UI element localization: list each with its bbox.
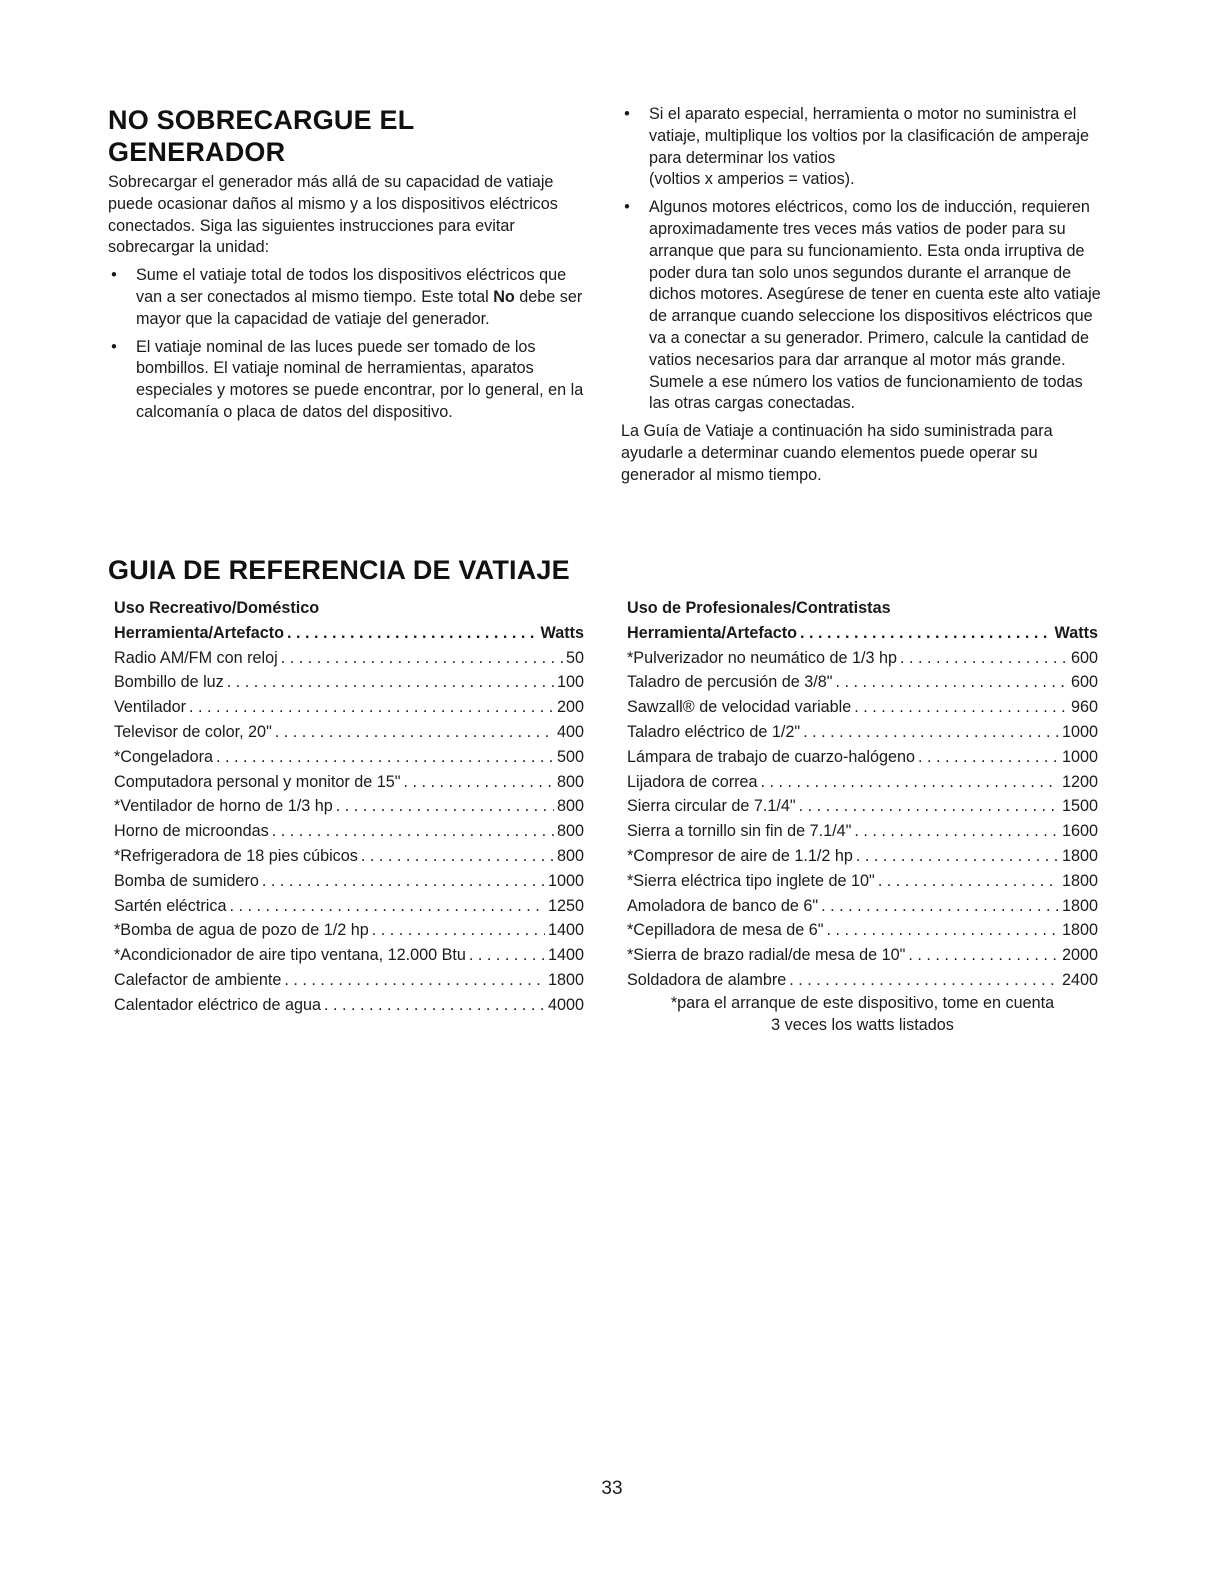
table-row bbox=[114, 844, 584, 869]
overload-closing: La Guía de Vatiaje a continuación ha sido suministrada para ayudarle a determinar cuando elementos puede operar su generador al mismo tiempo. bbox=[621, 422, 1053, 484]
table-category-title: Uso de Profesionales/Contratistas bbox=[627, 599, 891, 617]
overload-bullet-sum-wattage bbox=[108, 265, 590, 330]
watts-value: 2000 bbox=[1061, 946, 1098, 965]
watts-value: 4000 bbox=[547, 995, 584, 1014]
dot-leader bbox=[803, 720, 1059, 745]
appliance-name: *Sierra eléctrica tipo inglete de 10" bbox=[627, 871, 875, 890]
appliance-name: Radio AM/FM con reloj bbox=[114, 648, 278, 667]
watts-value: 1000 bbox=[1061, 747, 1098, 766]
table-header-value: Watts bbox=[540, 623, 584, 642]
appliance-name: Lámpara de trabajo de cuarzo-halógeno bbox=[627, 747, 915, 766]
dot-leader bbox=[336, 794, 554, 819]
overload-heading-line1: NO SOBRECARGUE EL bbox=[108, 105, 415, 135]
dot-leader bbox=[229, 894, 545, 919]
watts-value: 1800 bbox=[1061, 871, 1098, 890]
overload-heading-line2: GENERADOR bbox=[108, 137, 286, 167]
watts-value: 500 bbox=[556, 747, 584, 766]
watts-value: 1000 bbox=[547, 871, 584, 890]
watts-value: 800 bbox=[556, 822, 584, 841]
dot-leader bbox=[324, 993, 545, 1018]
watts-value: 50 bbox=[565, 648, 584, 667]
wattage-table-household bbox=[114, 596, 584, 1018]
dot-leader bbox=[227, 670, 554, 695]
watts-value: 960 bbox=[1070, 698, 1098, 717]
table-row bbox=[114, 745, 584, 770]
watts-value: 1800 bbox=[547, 970, 584, 989]
watts-value: 800 bbox=[556, 846, 584, 865]
table-row bbox=[114, 770, 584, 795]
table-row bbox=[627, 869, 1098, 894]
overload-bullet-list-right bbox=[621, 104, 1105, 415]
table-row bbox=[627, 794, 1098, 819]
table-row bbox=[627, 670, 1098, 695]
overload-intro: Sobrecargar el generador más allá de su capacidad de vatiaje puede ocasionar daños al mismo y a los dispositivos eléctricos conectados. Siga las siguientes instrucciones para evitar sobrecargar la unidad: bbox=[108, 173, 558, 257]
dot-leader bbox=[789, 968, 1059, 993]
table-row bbox=[627, 943, 1098, 968]
reference-heading: GUIA DE REFERENCIA DE VATIAJE bbox=[108, 555, 570, 585]
overload-left-column bbox=[108, 104, 590, 430]
table-row bbox=[627, 646, 1098, 671]
table-row bbox=[627, 819, 1098, 844]
table-row bbox=[114, 646, 584, 671]
dot-leader bbox=[908, 943, 1059, 968]
dot-leader bbox=[189, 695, 554, 720]
footnote-line1: *para el arranque de este dispositivo, tome en cuenta bbox=[670, 993, 1055, 1012]
watts-value: 100 bbox=[556, 673, 584, 692]
dot-leader bbox=[836, 670, 1068, 695]
appliance-name: Computadora personal y monitor de 15" bbox=[114, 772, 401, 791]
appliance-name: *Pulverizador no neumático de 1/3 hp bbox=[627, 648, 897, 667]
table-header-value: Watts bbox=[1054, 623, 1098, 642]
bullet-text-tail: debe ser mayor que la capacidad de vatiaje del generador. bbox=[136, 287, 583, 328]
bullet-icon: • bbox=[111, 266, 117, 285]
dot-leader bbox=[372, 918, 545, 943]
dot-leader bbox=[275, 720, 554, 745]
overload-bullet-volts-amps bbox=[621, 104, 1105, 191]
dot-leader bbox=[281, 646, 563, 671]
table-row bbox=[114, 819, 584, 844]
appliance-name: Bomba de sumidero bbox=[114, 871, 259, 890]
table-row bbox=[114, 894, 584, 919]
watts-value: 1600 bbox=[1061, 822, 1098, 841]
dot-leader bbox=[800, 621, 1052, 646]
watts-value: 1800 bbox=[1061, 896, 1098, 915]
table-row bbox=[627, 844, 1098, 869]
appliance-name: Sierra a tornillo sin fin de 7.1/4" bbox=[627, 822, 852, 841]
dot-leader bbox=[760, 770, 1059, 795]
appliance-name: Taladro eléctrico de 1/2" bbox=[627, 722, 801, 741]
watts-value: 800 bbox=[556, 797, 584, 816]
watts-value: 1400 bbox=[547, 921, 584, 940]
watts-value: 600 bbox=[1070, 673, 1098, 692]
dot-leader bbox=[287, 621, 538, 646]
watts-value: 600 bbox=[1070, 648, 1098, 667]
table-header-name: Herramienta/Artefacto bbox=[627, 623, 798, 642]
overload-heading bbox=[108, 104, 590, 168]
dot-leader bbox=[404, 770, 554, 795]
table-row bbox=[627, 770, 1098, 795]
watts-value: 1800 bbox=[1061, 846, 1098, 865]
table-category-title: Uso Recreativo/Doméstico bbox=[114, 599, 320, 617]
bullet-text: El vatiaje nominal de las luces puede ser tomado de los bombillos. El vatiaje nominal de herramientas, aparatos especiales y motores se puede encontrar, por lo general, en la calcomanía o placa de datos del dispositivo. bbox=[136, 337, 584, 421]
table-row bbox=[627, 695, 1098, 720]
dot-leader bbox=[856, 844, 1059, 869]
appliance-name: Sierra circular de 7.1/4" bbox=[627, 797, 796, 816]
appliance-name: Ventilador bbox=[114, 698, 186, 717]
wattage-table-professional bbox=[627, 596, 1098, 1036]
watts-value: 1000 bbox=[1061, 722, 1098, 741]
table-header-row bbox=[627, 621, 1098, 646]
bullet-emphasis: No bbox=[493, 287, 515, 306]
appliance-name: *Congeladora bbox=[114, 747, 213, 766]
overload-bullet-list-left bbox=[108, 265, 590, 424]
dot-leader bbox=[900, 646, 1068, 671]
bullet-formula: (voltios x amperios = vatios). bbox=[649, 170, 855, 189]
dot-leader bbox=[361, 844, 554, 869]
overload-right-column bbox=[621, 104, 1105, 487]
dot-leader bbox=[216, 745, 554, 770]
appliance-name: Sartén eléctrica bbox=[114, 896, 227, 915]
watts-value: 200 bbox=[556, 698, 584, 717]
dot-leader bbox=[284, 968, 545, 993]
appliance-name: Calefactor de ambiente bbox=[114, 970, 282, 989]
table-row bbox=[627, 918, 1098, 943]
dot-leader bbox=[854, 819, 1059, 844]
bullet-text: Si el aparato especial, herramienta o motor no suministra el vatiaje, multiplique los voltios por la clasificación de amperaje para determinar los vatios bbox=[649, 105, 1089, 167]
page-number: 33 bbox=[601, 1478, 623, 1499]
table-header-name: Herramienta/Artefacto bbox=[114, 623, 285, 642]
bullet-icon: • bbox=[111, 337, 117, 356]
table-row bbox=[114, 695, 584, 720]
appliance-name: Televisor de color, 20" bbox=[114, 722, 272, 741]
watts-value: 400 bbox=[556, 722, 584, 741]
appliance-name: *Sierra de brazo radial/de mesa de 10" bbox=[627, 946, 906, 965]
appliance-name: Bombillo de luz bbox=[114, 673, 224, 692]
watts-value: 1400 bbox=[547, 946, 584, 965]
watts-value: 1250 bbox=[547, 896, 584, 915]
table-row bbox=[114, 869, 584, 894]
appliance-name: *Cepilladora de mesa de 6" bbox=[627, 921, 824, 940]
table-row bbox=[114, 943, 584, 968]
bullet-icon: • bbox=[624, 198, 630, 217]
watts-value: 1800 bbox=[1061, 921, 1098, 940]
appliance-name: Taladro de percusión de 3/8" bbox=[627, 673, 833, 692]
appliance-name: Sawzall® de velocidad variable bbox=[627, 698, 852, 717]
table-rows bbox=[627, 646, 1098, 993]
bullet-text: Algunos motores eléctricos, como los de inducción, requieren aproximadamente tres veces más vatios de poder para su arranque que para su funcionamiento. Esta onda irruptiva de poder dura tan solo unos segundos durante el arranque de dichos motores. Asegúrese de tener en cuenta este alto vatiaje de arranque cuando seleccione los dispositivos eléctricos que va a conectar a su generador. Primero, calcule la cantidad de vatios necesarios para dar arranque al motor más grande. Sumele a ese número los vatios de funcionamiento de todas las otras cargas conectadas. bbox=[649, 198, 1101, 413]
appliance-name: *Acondicionador de aire tipo ventana, 12.000 Btu bbox=[114, 946, 466, 965]
dot-leader bbox=[918, 745, 1059, 770]
dot-leader bbox=[854, 695, 1068, 720]
table-header-row bbox=[114, 621, 584, 646]
bullet-text: Sume el vatiaje total de todos los dispositivos eléctricos que van a ser conectados al mismo tiempo. Este total bbox=[136, 266, 567, 306]
table-footnote bbox=[627, 993, 1098, 1037]
appliance-name: *Refrigeradora de 18 pies cúbicos bbox=[114, 846, 358, 865]
table-row bbox=[114, 720, 584, 745]
dot-leader bbox=[878, 869, 1059, 894]
appliance-name: Soldadora de alambre bbox=[627, 970, 787, 989]
table-row bbox=[114, 993, 584, 1018]
watts-value: 800 bbox=[556, 772, 584, 791]
table-row bbox=[114, 794, 584, 819]
table-row bbox=[114, 918, 584, 943]
watts-value: 1500 bbox=[1061, 797, 1098, 816]
appliance-name: Calentador eléctrico de agua bbox=[114, 995, 321, 1014]
overload-bullet-induction-motors bbox=[621, 197, 1105, 415]
table-rows bbox=[114, 646, 584, 1018]
dot-leader bbox=[469, 943, 545, 968]
overload-bullet-nominal-wattage bbox=[108, 337, 590, 424]
table-row bbox=[114, 670, 584, 695]
watts-value: 1200 bbox=[1061, 772, 1098, 791]
dot-leader bbox=[262, 869, 545, 894]
dot-leader bbox=[827, 918, 1059, 943]
appliance-name: *Ventilador de horno de 1/3 hp bbox=[114, 797, 333, 816]
appliance-name: *Compresor de aire de 1.1/2 hp bbox=[627, 846, 853, 865]
table-row bbox=[627, 720, 1098, 745]
footnote-line2: 3 veces los watts listados bbox=[771, 1015, 954, 1034]
table-row bbox=[627, 968, 1098, 993]
dot-leader bbox=[272, 819, 554, 844]
dot-leader bbox=[799, 794, 1059, 819]
table-row bbox=[114, 968, 584, 993]
appliance-name: Amoladora de banco de 6" bbox=[627, 896, 819, 915]
table-row bbox=[627, 894, 1098, 919]
dot-leader bbox=[821, 894, 1059, 919]
appliance-name: *Bomba de agua de pozo de 1/2 hp bbox=[114, 921, 369, 940]
table-row bbox=[627, 745, 1098, 770]
appliance-name: Lijadora de correa bbox=[627, 772, 758, 791]
watts-value: 2400 bbox=[1061, 970, 1098, 989]
bullet-icon: • bbox=[624, 105, 630, 123]
appliance-name: Horno de microondas bbox=[114, 822, 269, 841]
